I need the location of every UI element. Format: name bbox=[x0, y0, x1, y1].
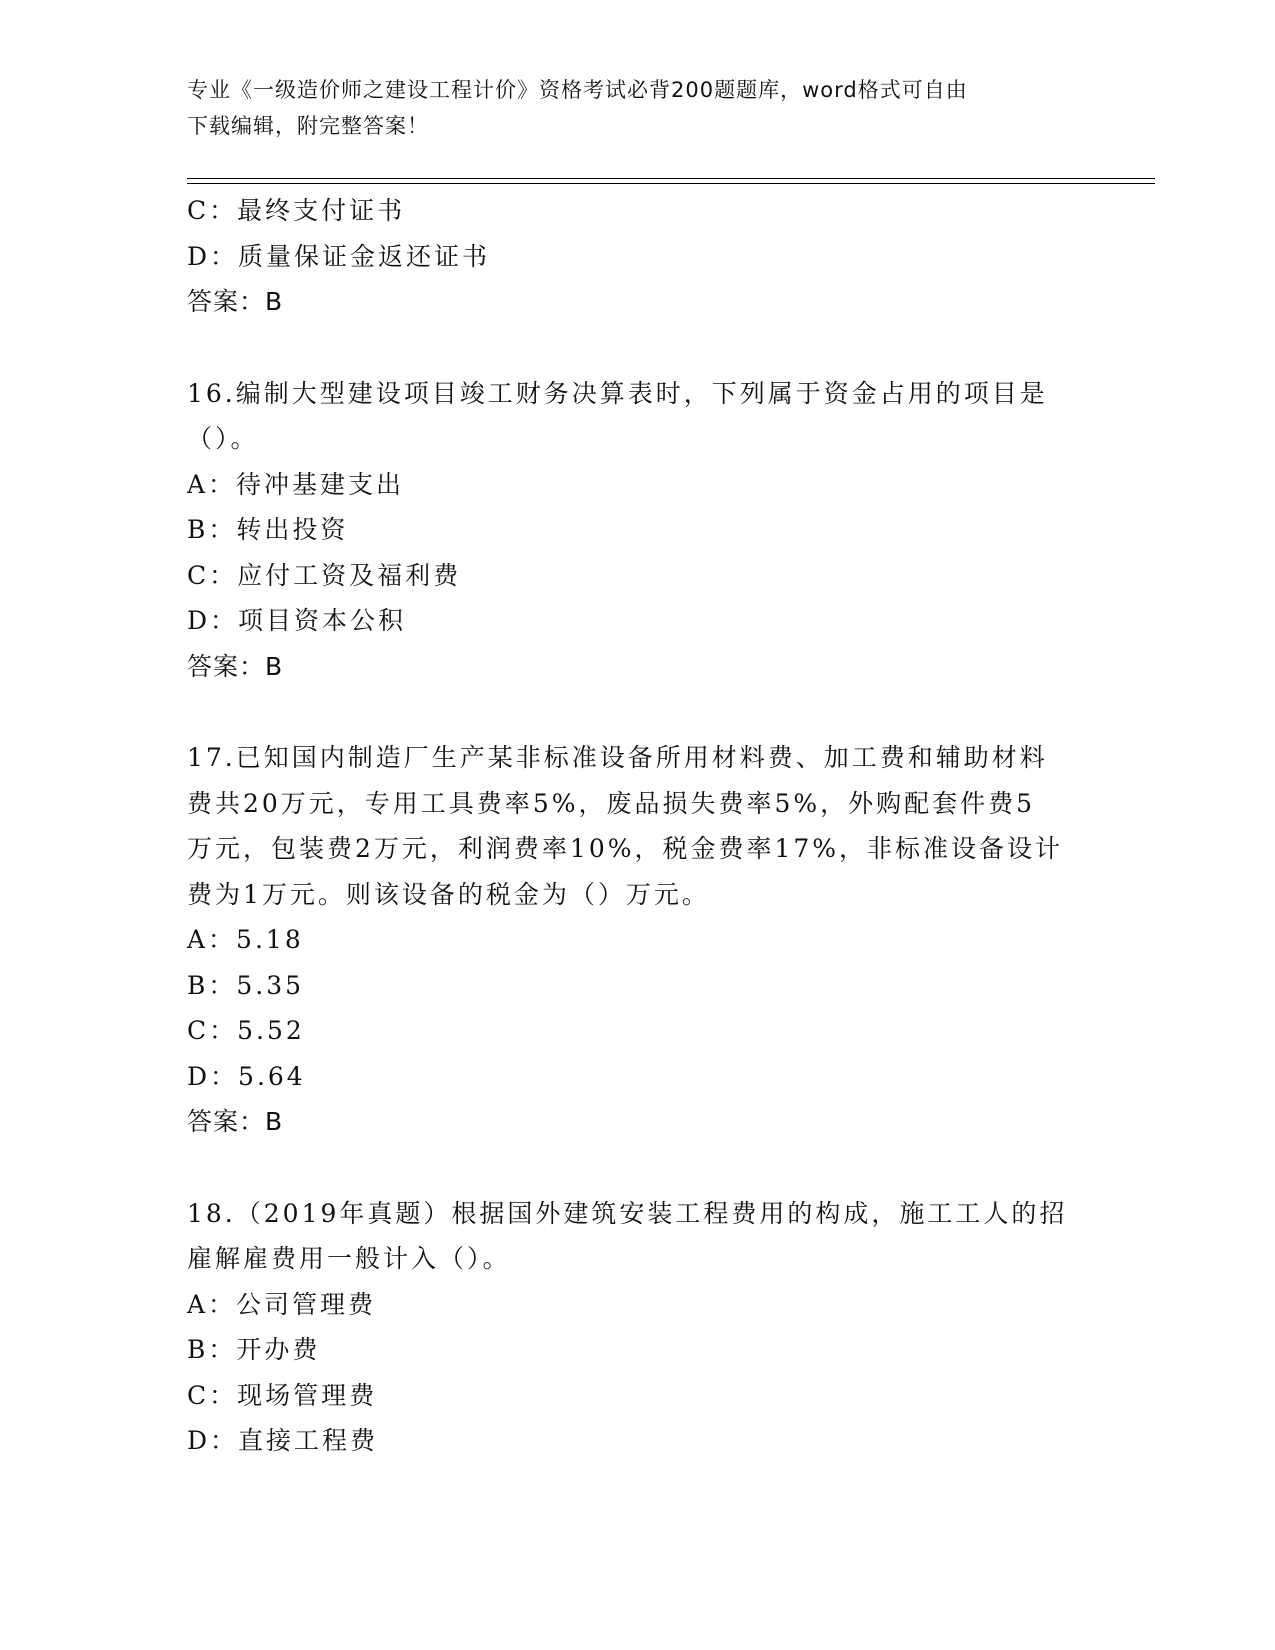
option-a: A：5.18 bbox=[187, 925, 304, 954]
answer: 答案：B bbox=[187, 651, 284, 681]
question-stem-line-1: 16.编制大型建设项目竣工财务决算表时，下列属于资金占用的项目是 bbox=[187, 378, 1048, 408]
header-divider-bottom bbox=[187, 183, 1155, 184]
option-d: D：5.64 bbox=[187, 1061, 306, 1091]
question-15-tail bbox=[187, 188, 1087, 325]
question-stem-line-1: 18.（2019年真题）根据国外建筑安装工程费用的构成，施工工人的招 bbox=[187, 1198, 1068, 1228]
option-c: C：应付工资及福利费 bbox=[187, 560, 462, 590]
document-header bbox=[187, 72, 1087, 144]
answer: 答案：B bbox=[187, 1107, 284, 1136]
option-a: A：公司管理费 bbox=[187, 1289, 377, 1319]
question-stem-line-2: 雇解雇费用一般计入（）。 bbox=[187, 1244, 511, 1273]
question-content bbox=[187, 188, 1087, 1464]
question-stem-line-3: 万元，包装费2万元，利润费率10%，税金费率17%，非标准设备设计 bbox=[187, 834, 1064, 863]
question-stem-line-2: 费共20万元，专用工具费率5%，废品损失费率5%，外购配套件费5 bbox=[187, 788, 1036, 818]
question-stem-line-2: （）。 bbox=[187, 424, 259, 453]
header-divider-top bbox=[187, 178, 1155, 179]
question-17 bbox=[187, 735, 1087, 1145]
header-title-line-2: 下载编辑，附完整答案！ bbox=[187, 114, 429, 138]
option-a: A：待冲基建支出 bbox=[187, 469, 405, 499]
option-c: C：最终支付证书 bbox=[187, 196, 406, 225]
option-b: B：转出投资 bbox=[187, 515, 349, 544]
option-b: B：5.35 bbox=[187, 970, 305, 1000]
option-c: C：现场管理费 bbox=[187, 1380, 378, 1410]
question-stem-line-4: 费为1万元。则该设备的税金为（）万元。 bbox=[187, 879, 710, 909]
question-16 bbox=[187, 371, 1087, 690]
question-18 bbox=[187, 1191, 1087, 1464]
option-b: B：开办费 bbox=[187, 1335, 321, 1364]
question-stem-line-1: 17.已知国内制造厂生产某非标准设备所用材料费、加工费和辅助材料 bbox=[187, 743, 1048, 772]
option-d: D：项目资本公积 bbox=[187, 606, 407, 635]
header-title-line-1: 专业《一级造价师之建设工程计价》资格考试必背200题题库，word格式可自由 bbox=[187, 78, 968, 102]
option-c: C：5.52 bbox=[187, 1016, 305, 1045]
option-d: D：质量保证金返还证书 bbox=[187, 241, 491, 271]
option-d: D：直接工程费 bbox=[187, 1426, 379, 1455]
answer: 答案：B bbox=[187, 287, 284, 316]
